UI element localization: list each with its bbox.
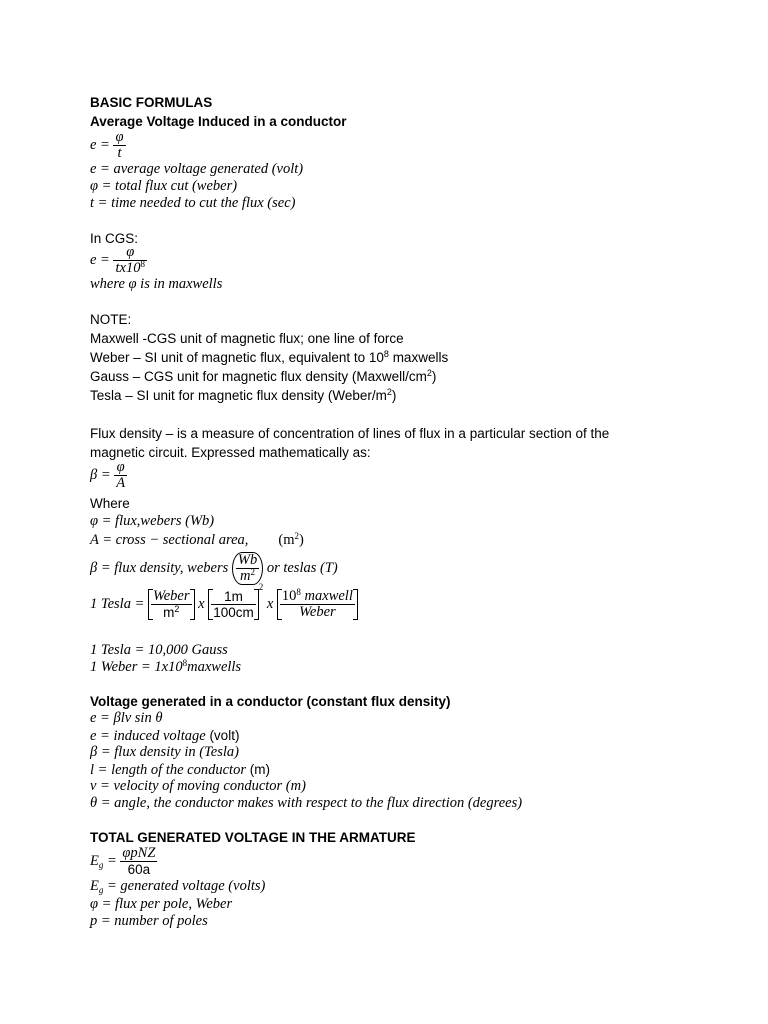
definition-t: t = time needed to cut the flux (sec) <box>90 195 296 211</box>
section-title-average-voltage: Average Voltage Induced in a conductor <box>90 114 347 129</box>
bracket <box>277 589 358 620</box>
note-weber: Weber – SI unit of magnetic flux, equivalent to $10^8$ maxwells <box>90 349 449 365</box>
fraction: $\frac{1m}{100cm}$ <box>213 589 254 620</box>
flux-density-text-line2: magnetic circuit. Expressed mathematically as: <box>90 445 371 460</box>
formula-voltage-conductor: e = βlv sin θ <box>90 710 163 726</box>
definition-induced-voltage: e = induced voltage (volt) <box>90 728 240 744</box>
definition-length: l = length of the conductor (m) <box>90 762 270 778</box>
definition-angle: θ = angle, the conductor makes with respect to the flux direction (degrees) <box>90 795 523 811</box>
definition-poles: p = number of poles <box>90 913 208 929</box>
page-heading: BASIC FORMULAS <box>90 95 213 110</box>
note-gauss: Gauss – CGS unit for magnetic flux density $(Maxwell/cm^2)$ <box>90 368 437 384</box>
definition-beta-tesla: β = flux density in (Tesla) <box>90 744 239 760</box>
definition-beta: β = flux density, webers $\frac{Wb}{m^2}$ or teslas (T) <box>90 552 338 584</box>
fraction: $\frac{\varphi}{A}$ <box>116 459 126 491</box>
definition-e: e = average voltage generated (volt) <box>90 161 304 177</box>
definition-eg: $E_g$ = generated voltage (volts) <box>90 878 266 895</box>
bracket <box>208 589 259 620</box>
fraction: $\frac{\varphi}{t}$ <box>115 129 124 161</box>
section-title-armature: TOTAL GENERATED VOLTAGE IN THE ARMATURE <box>90 830 416 845</box>
note-tesla: Tesla – SI unit for magnetic flux density $(Weber/m^2)$ <box>90 387 397 403</box>
definition-flux: φ = flux,webers (Wb) <box>90 513 215 529</box>
fraction: $\frac{Wb}{m^2}$ <box>237 552 258 584</box>
definition-phi: φ = total flux cut (weber) <box>90 178 238 194</box>
flux-density-text-line1: Flux density – is a measure of concentration of lines of flux in a particular section of the <box>90 426 610 441</box>
formula-cgs: e = $\frac{\varphi}{tx10^8}$ <box>90 244 145 276</box>
formula-generated-voltage: $E_g$ = $\frac{\text{φpNZ}}{60a}$ <box>90 845 156 877</box>
fraction: $\frac{10^8 maxwell}{\text{Weber}}$ <box>281 587 353 620</box>
where-label: Where <box>90 496 130 511</box>
cgs-note: where φ is in maxwells <box>90 276 223 292</box>
tesla-gauss-equivalence: 1 Tesla = 10,000 Gauss <box>90 642 228 658</box>
definition-flux-per-pole: φ = flux per pole, Weber <box>90 896 233 912</box>
cgs-label: In CGS: <box>90 231 139 246</box>
formula-tesla-conversion: 1 Tesla = $\frac{\text{Weber}}{m^2}$ x $\frac{1m}{100cm}$ 2 x $\frac{10^8 maxwell}{\text{Weber}}$ <box>90 589 358 620</box>
definition-area: A = cross − sectional area, $(m^2)$ <box>90 531 304 548</box>
fraction: $\frac{\text{φpNZ}}{60a}$ <box>122 845 156 877</box>
bracket <box>148 589 195 620</box>
formula-flux-density: β = $\frac{\varphi}{A}$ <box>90 459 126 491</box>
definition-velocity: v = velocity of moving conductor (m) <box>90 778 306 794</box>
note-label: NOTE: <box>90 312 132 327</box>
formula-average-voltage: e = $\frac{\varphi}{t}$ <box>90 129 124 161</box>
note-maxwell: Maxwell -CGS unit of magnetic flux; one line of force <box>90 331 404 346</box>
section-title-voltage-conductor: Voltage generated in a conductor (constant flux density) <box>90 694 451 709</box>
fraction: $\frac{\text{Weber}}{m^2}$ <box>153 588 190 620</box>
fraction: $\frac{\varphi}{tx10^8}$ <box>115 244 145 276</box>
weber-maxwell-equivalence: 1 Weber = $1x10^8maxwells$ <box>90 658 242 675</box>
